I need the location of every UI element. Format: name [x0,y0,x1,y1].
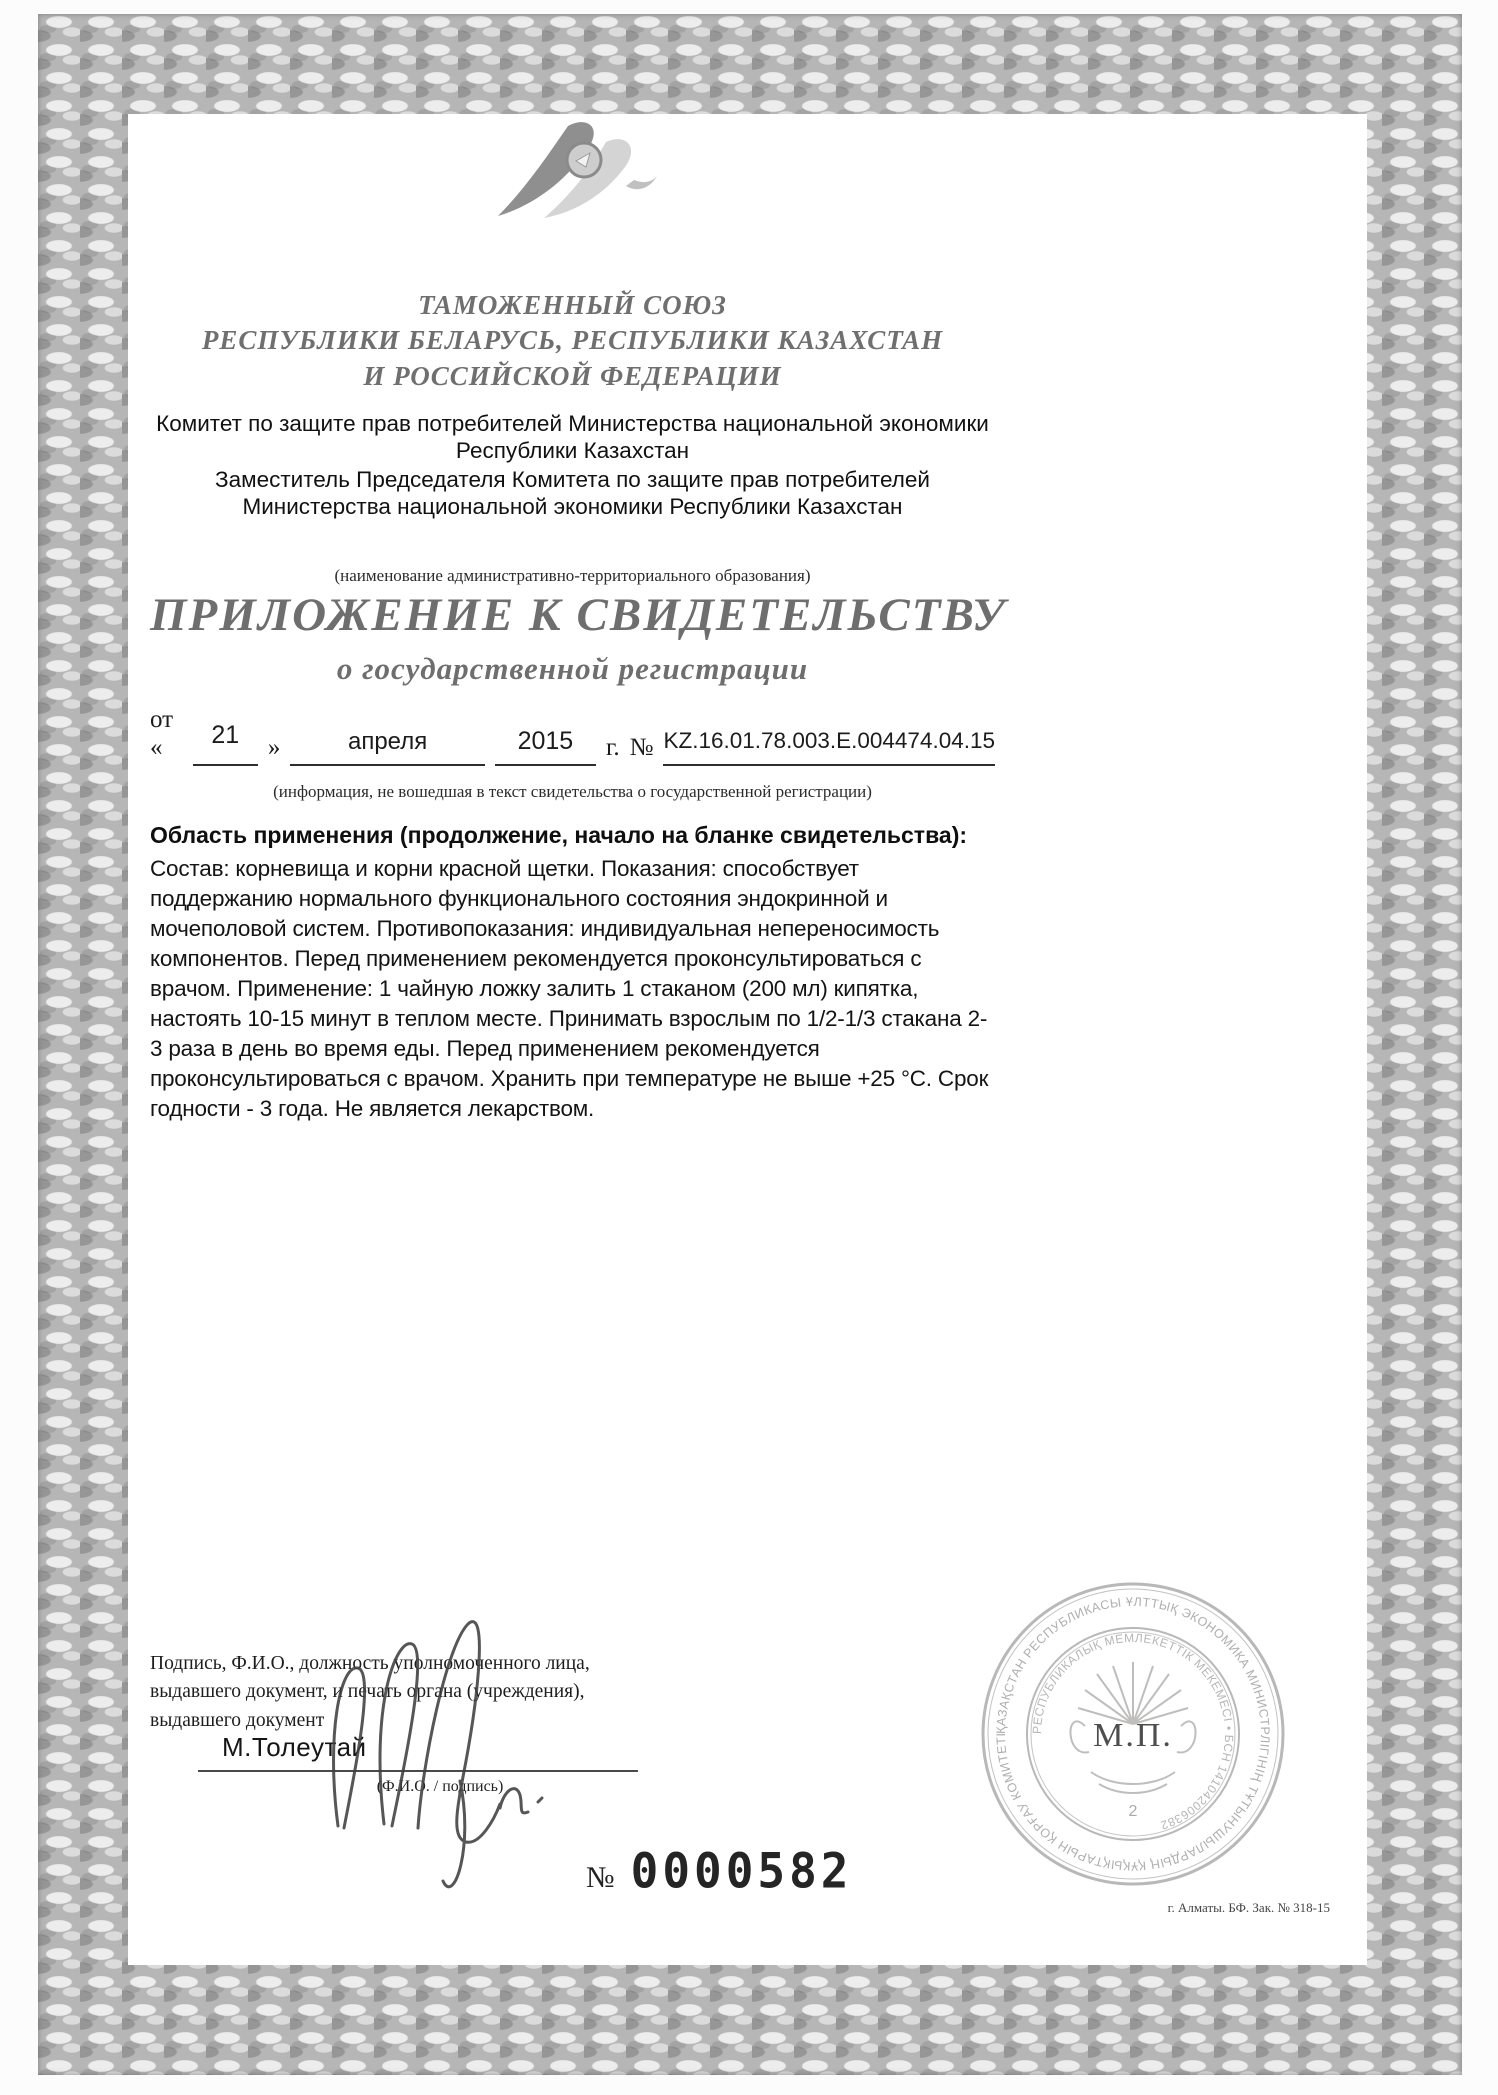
handwritten-signature [300,1576,580,1921]
serial-number-value: 0000582 [630,1842,853,1900]
customs-union-logo-icon [448,120,658,218]
application-area-heading: Область применения (продолжение, начало на бланке свидетельства): [150,822,968,848]
union-title-line3: И РОССИЙСКОЙ ФЕДЕРАЦИИ [363,361,782,391]
serial-number-sign: № [586,1861,615,1894]
issuing-committee: Комитет по защите прав потребителей Министерства национальной экономики Республики Казахстан [156,411,989,464]
certificate-body [128,114,1367,1965]
authority-caption: (наименование административно-территориального образования) [334,566,811,585]
stamp-outer-ring-text: ҚАЗАҚСТАН РЕСПУБЛИКАСЫ ҰЛТТЫҚ ЭКОНОМИКА МИНИСТРЛІГІНІҢ ТҰТЫНУШЫЛАРДЫҢ ҚҰҚЫҚТАРЫН ҚОРҒАУ КОМИТЕТІ [993,1594,1273,1874]
document-title: ПРИЛОЖЕНИЕ К СВИДЕТЕЛЬСТВУ [150,589,1007,641]
dateline-year-suffix: г. [605,734,620,761]
application-area-text: Состав: корневища и корни красной щетки. Показания: способствует поддержанию нормального функционального состояния эндокринной и мочеполовой систем. Противопоказания: индивидуальная непереносимость компонентов. Перед применением рекомендуется проконсультироваться с врачом. Применение: 1 чайную ложку залить 1 стаканом (200 мл) кипятка, настоять 10-15 минут в теплом месте. Принимать взрослым по 1/2-1/3 стакана 2-3 раза в день во время еды. Перед применением рекомендуется проконсультироваться с врачом. Хранить при температуре не выше +25 °C. Срок годности - 3 года. Не является лекарством. [150,856,989,1121]
document-subtitle: о государственной регистрации [336,651,809,686]
dateline-prefix: от « [150,706,174,761]
union-title-line1: ТАМОЖЕННЫЙ СОЮЗ [418,290,727,320]
date-month-field: апреля [290,728,484,766]
stamp-inner-ring-text: РЕСПУБЛИКАЛЫҚ МЕМЛЕКЕТТІК МЕКЕМЕСІ • БСН 141042006382 [1029,1630,1237,1833]
dateline-note: (информация, не вошедшая в текст свидетельства о государственной регистрации) [273,782,872,801]
stamp-bottom-digit: 2 [1128,1803,1138,1820]
date-day-field: 21 [193,721,258,766]
official-round-stamp [973,1574,1293,1894]
registration-number-field: KZ.16.01.78.003.E.004474.04.15 [663,728,995,766]
dateline [150,706,995,766]
blank-serial [586,1844,853,1898]
stamp-mp-label: М.П. [1093,1717,1173,1754]
date-year-field: 2015 [495,727,596,766]
signatory-name: М.Толеутай [222,1732,367,1762]
signature-block-label: Подпись, Ф.И.О., должность уполномоченного лица, выдавшего документ, и печать органа (учреждения), выдавшего документ [150,1653,590,1731]
issuing-official: Заместитель Председателя Комитета по защите прав потребителей Министерства национальной экономики Республики Казахстан [215,467,930,520]
union-title-line2: РЕСПУБЛИКИ БЕЛАРУСЬ, РЕСПУБЛИКИ КАЗАХСТАН [201,325,944,355]
dateline-close-quote: » [267,734,281,761]
print-shop-note: г. Алматы. БФ. Зак. № 318-15 [1167,1900,1330,1915]
dateline-number-sign: № [629,734,654,761]
signature-caption: (Ф.И.О. / подпись) [376,1778,504,1795]
